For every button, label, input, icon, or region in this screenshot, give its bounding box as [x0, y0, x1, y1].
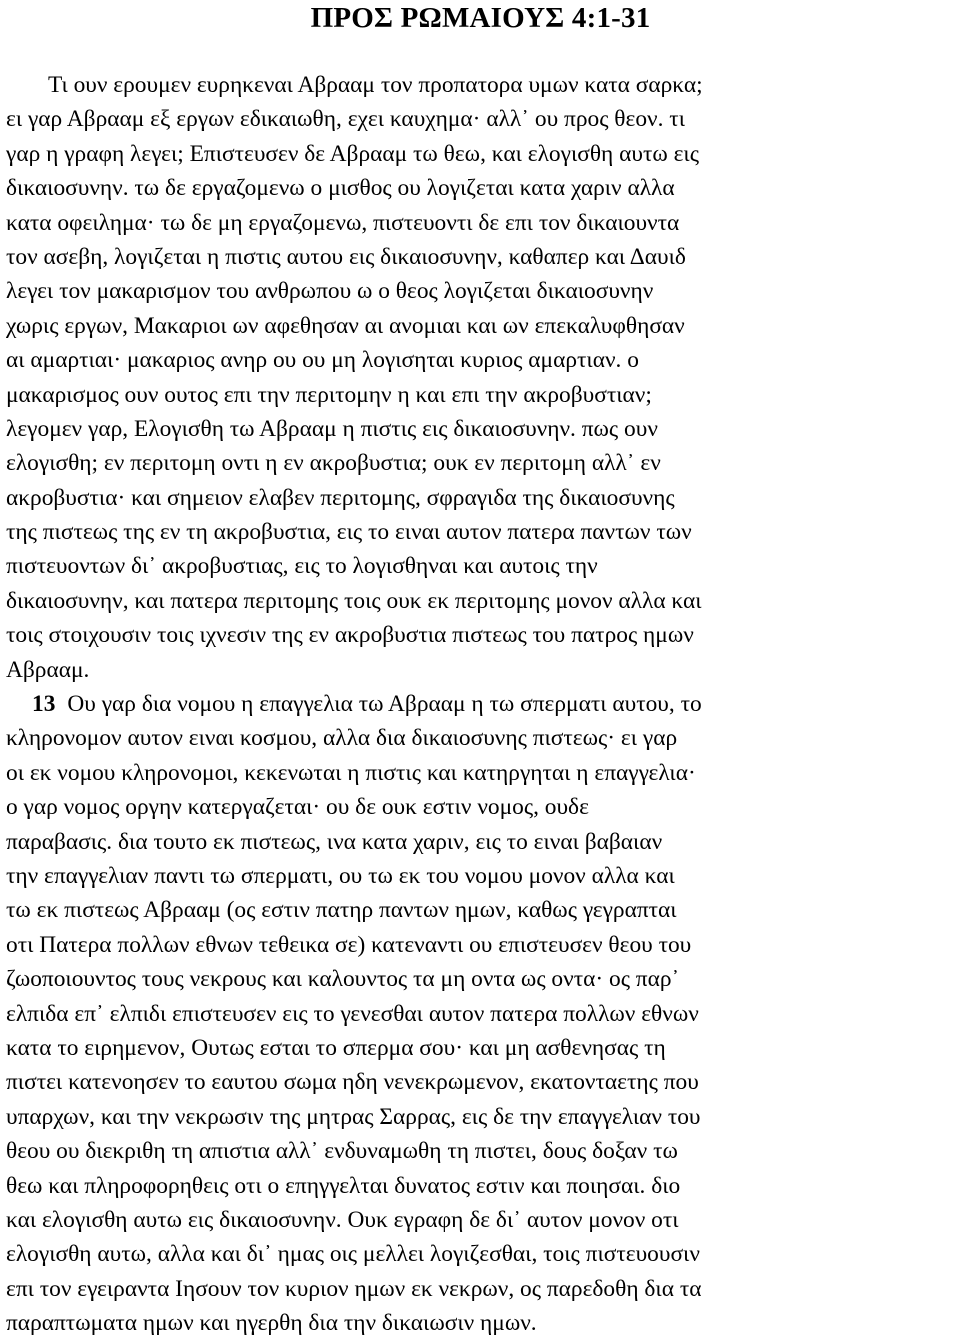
text-line: ελογισθη αυτω, αλλα και δι᾽ ημας οις μελλει λογιζεσθαι, τοις πιστευουσιν [6, 1241, 700, 1268]
text-line: πιστει κατενοησεν το εαυτου σωμα ηδη νενεκρωμενον, εκατονταετης που [6, 1069, 699, 1096]
text-line: ακροβυστια· και σημειον ελαβεν περιτομης, σφραγιδα της δικαιοσυνης [6, 484, 675, 511]
text-line: δικαιοσυνην, και πατερα περιτομης τοις ουκ εκ περιτομης μονον αλλα και [6, 587, 702, 614]
text-line: ελογισθη; εν περιτομη οντι η εν ακροβυστια; ουκ εν περιτομη αλλ᾽ εν [6, 450, 661, 477]
text-line: κληρονομον αυτον ειναι κοσμου, αλλα δια δικαιοσυνης πιστεως· ει γαρ [6, 725, 678, 752]
text-line: Αβρααμ. [6, 656, 90, 683]
text-line: γαρ η γραφη λεγει; Επιστευσεν δε Αβρααμ τω θεω, και ελογισθη αυτω εις [6, 140, 699, 167]
verse-number: 13 [32, 691, 56, 718]
text-line: ελπιδα επ᾽ ελπιδι επιστευσεν εις το γενεσθαι αυτον πατερα πολλων εθνων [6, 1000, 699, 1027]
text-line: επι τον εγειραντα Ιησουν τον κυριον ημων εκ νεκρων, ος παρεδοθη δια τα [6, 1275, 702, 1302]
text-line: οι εκ νομου κληρονομοι, κεκενωται η πιστις και κατηργηται η επαγγελια· [6, 759, 696, 786]
text-line: τω εκ πιστεως Αβρααμ (ος εστιν πατηρ παντων ημων, καθως γεγραπται [6, 897, 677, 924]
text-line: θεω και πληροφορηθεις οτι ο επηγγελται δυνατος εστιν και ποιησαι. διο [6, 1172, 681, 1199]
text-line: κατα οφειλημα· τω δε μη εργαζομενω, πιστευοντι δε επι τον δικαιουντα [6, 209, 680, 236]
text-line: θεου ου διεκριθη τη απιστια αλλ᾽ ενδυναμωθη τη πιστει, δους δοξαν τω [6, 1138, 678, 1165]
text-line: λεγει τον μακαρισμον του ανθρωπου ω ο θεος λογιζεται δικαιοσυνην [6, 278, 654, 305]
paragraph-2-first-line [6, 687, 955, 721]
text-line: λεγομεν γαρ, Ελογισθη τω Αβρααμ η πιστις εις δικαιοσυνην. πως ουν [6, 415, 658, 442]
paragraph-2 [6, 687, 955, 1340]
text-line: πιστευοντων δι᾽ ακροβυστιας, εις το λογισθηναι και αυτοις την [6, 553, 598, 580]
text-line: τον ασεβη, λογιζεται η πιστις αυτου εις δικαιοσυνην, καθαπερ και Δαυιδ [6, 243, 686, 270]
paragraph-2-first-line-text: Ου γαρ δια νομου η επαγγελια τω Αβρααμ η τω σπερματι αυτου, το [67, 691, 702, 718]
text-line: δικαιοσυνην. τω δε εργαζομενω ο μισθος ου λογιζεται κατα χαριν αλλα [6, 175, 675, 202]
text-line: παραπτωματα ημων και ηγερθη δια την δικαιωσιν ημων. [6, 1310, 537, 1337]
text-line: οτι Πατερα πολλων εθνων τεθεικα σε) κατεναντι ου επιστευσεν θεου του [6, 931, 692, 958]
text-line: αι αμαρτιαι· μακαριος ανηρ ου ου μη λογισηται κυριος αμαρτιαν. ο [6, 347, 639, 374]
text-line: ζωοποιουντος τους νεκρους και καλουντος τα μη οντα ως οντα· ος παρ᾽ [6, 966, 680, 993]
text-line: Τι ουν ερουμεν ευρηκεναι Αβρααμ τον προπατορα υμων κατα σαρκα; [48, 72, 703, 98]
text-line: χωρις εργων, Μακαριοι ων αφεθησαν αι ανομιαι και ων επεκαλυφθησαν [6, 312, 685, 339]
text-line: την επαγγελιαν παντι τω σπερματι, ου τω εκ του νομου μονον αλλα και [6, 862, 675, 889]
text-line: της πιστεως της εν τη ακροβυστια, εις το ειναι αυτον πατερα παντων των [6, 519, 692, 546]
text-line: ει γαρ Αβρααμ εξ εργων εδικαιωθη, εχει καυχημα· αλλ᾽ ου προς θεον. τι [6, 106, 685, 133]
text-line: μακαρισμος ουν ουτος επι την περιτομην η και επι την ακροβυστιαν; [6, 381, 652, 408]
text-line: και ελογισθη αυτω εις δικαιοσυνην. Ουκ εγραφη δε δι᾽ αυτον μονον οτι [6, 1206, 679, 1233]
paragraph-1 [6, 68, 955, 687]
text-line: κατα το ειρημενον, Ουτως εσται το σπερμα σου· και μη ασθενησας τη [6, 1034, 666, 1061]
page-title: ΠΡΟΣ ΡΩΜΑΙΟΥΣ 4:1-31 [310, 2, 651, 34]
text-line: ο γαρ νομος οργην κατεργαζεται· ου δε ουκ εστιν νομος, ουδε [6, 794, 589, 821]
text-line: υπαρχων, και την νεκρωσιν της μητρας Σαρρας, εις δε την επαγγελιαν του [6, 1103, 701, 1130]
text-line: παραβασις. δια τουτο εκ πιστεως, ινα κατα χαριν, εις το ειναι βαβαιαν [6, 828, 663, 855]
text-line: τοις στοιχουσιν τοις ιχνεσιν της εν ακροβυστια πιστεως του πατρος ημων [6, 622, 694, 649]
